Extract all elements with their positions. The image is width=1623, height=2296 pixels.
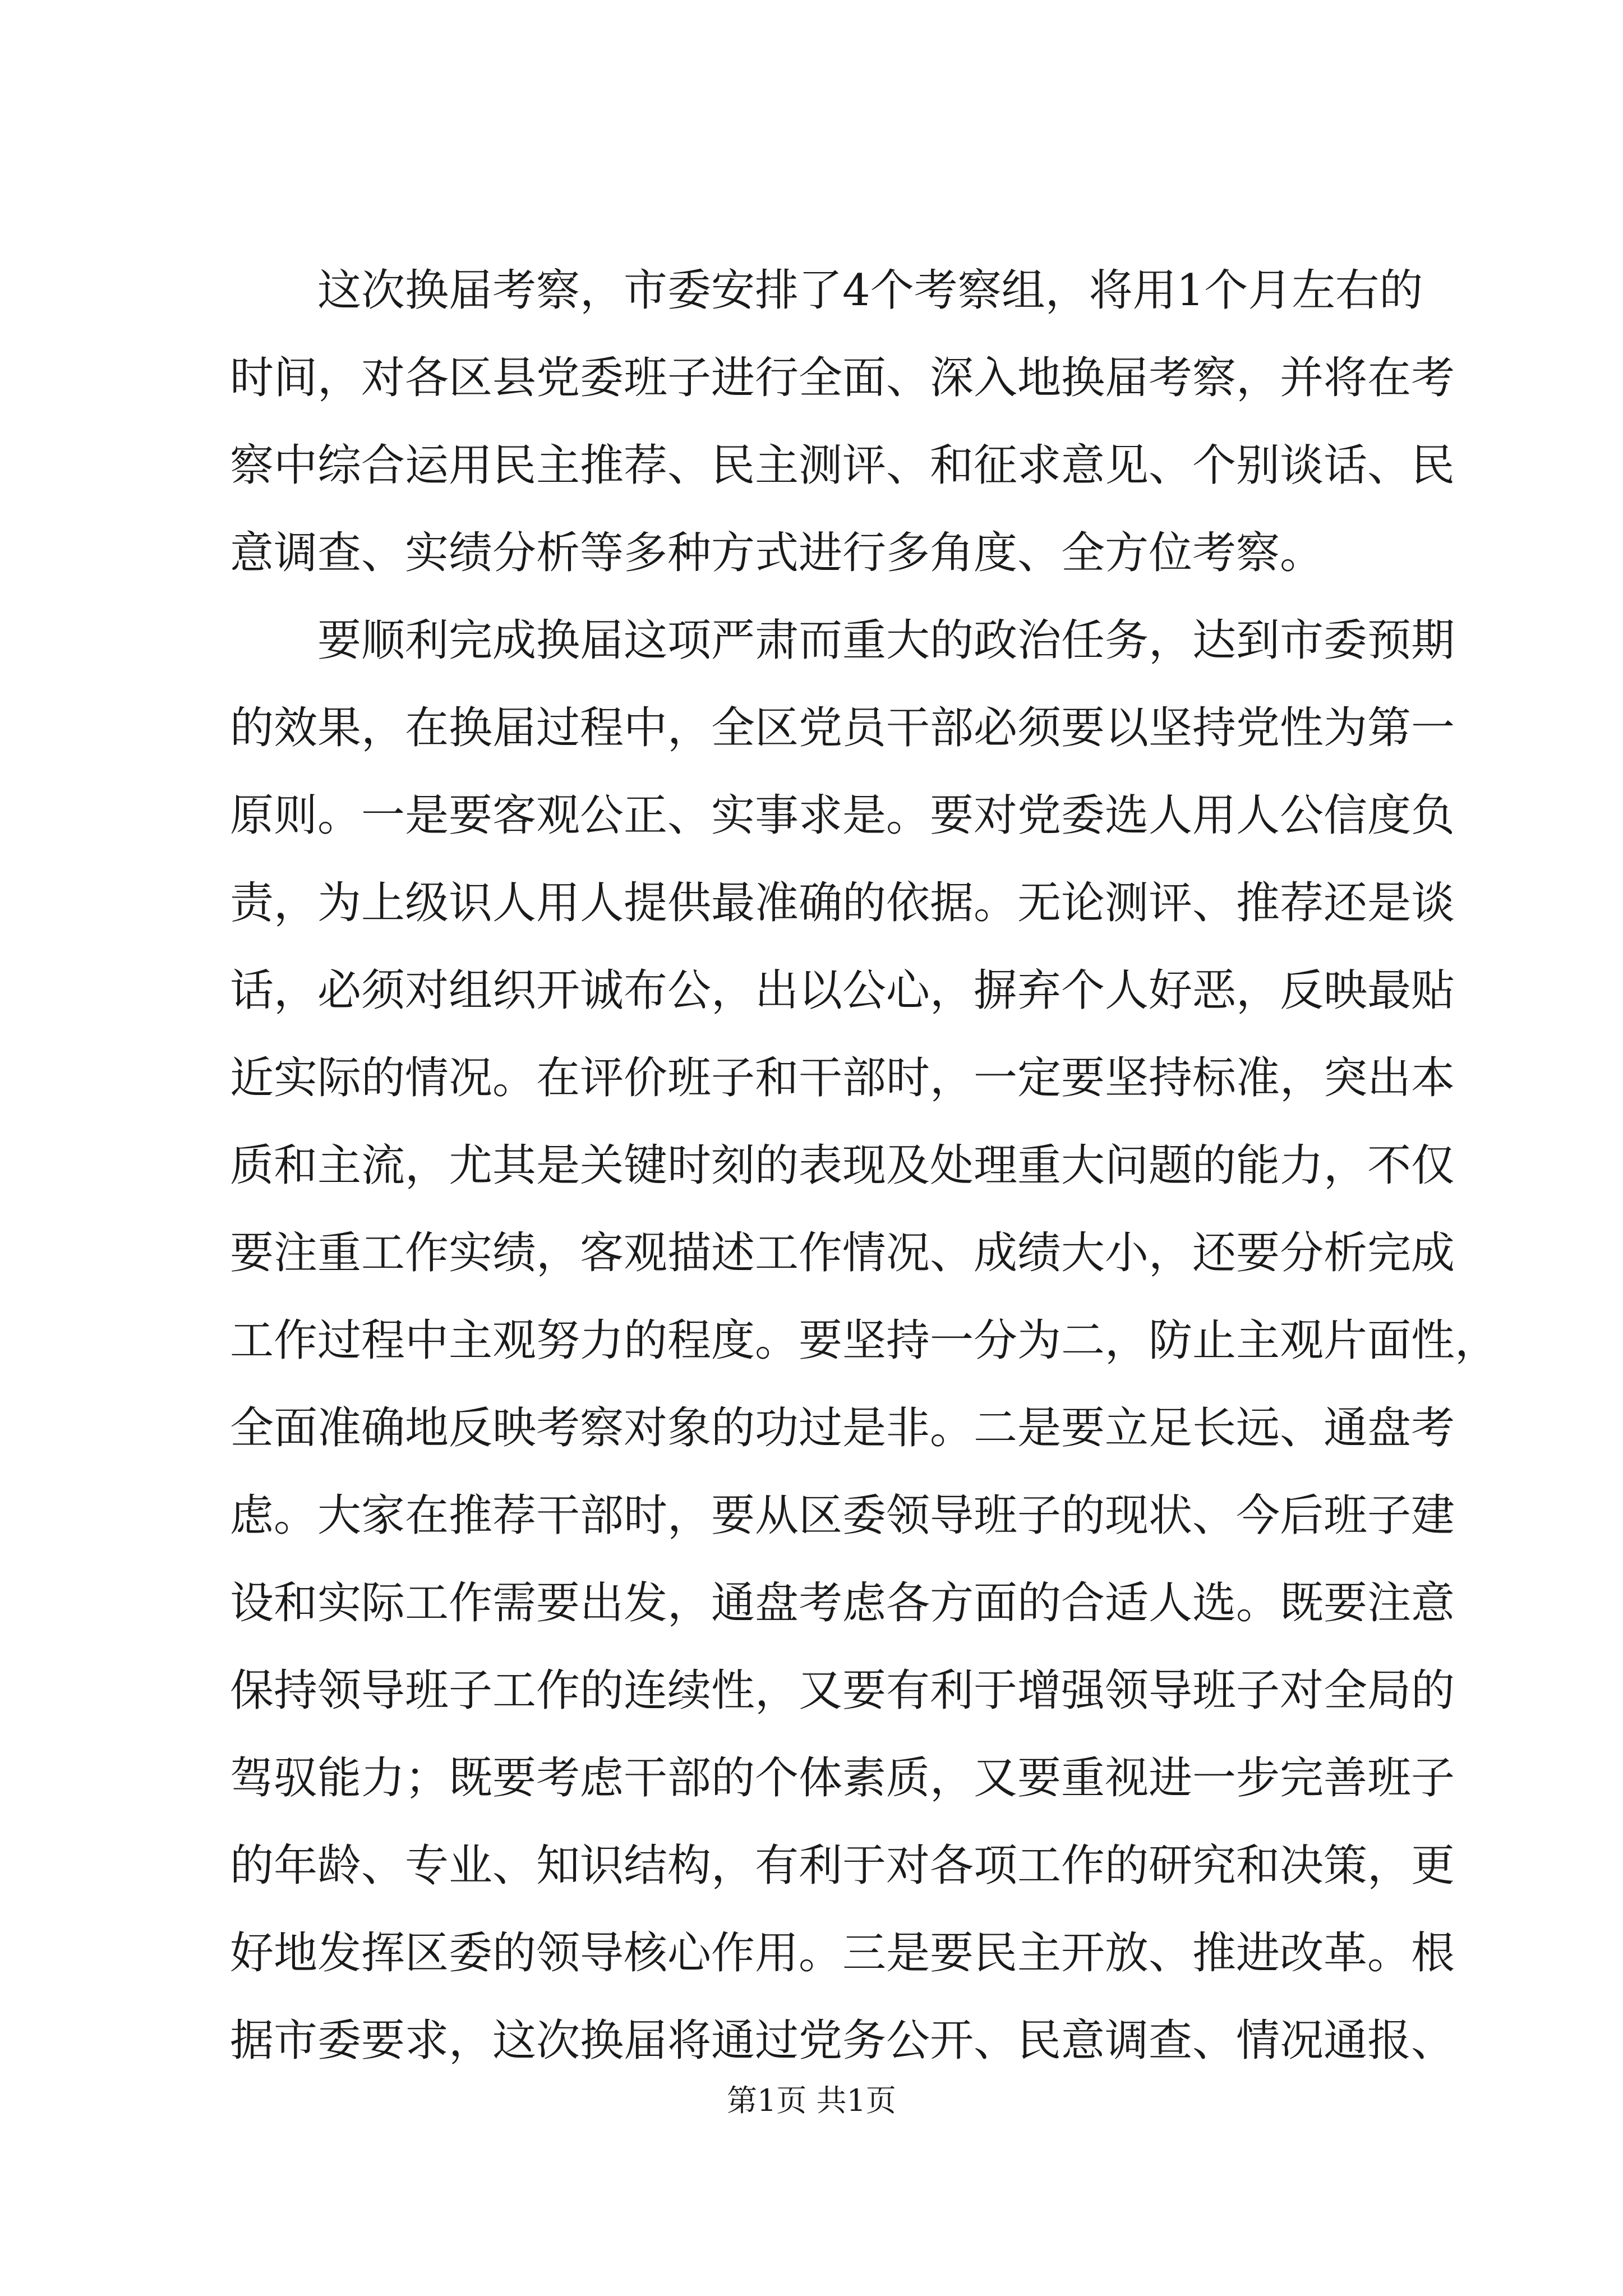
page-footer [0,2081,1623,2120]
text-line: 要顺利完成换届这项严肃而重大的政治任务，达到市委预期 [317,615,1455,666]
page-number-label: 第1页 共1页 [727,2083,896,2118]
paragraph-1 [230,247,1455,597]
text-line: 原则。一是要客观公正、实事求是。要对党委选人用人公信度负 [230,790,1455,841]
paragraph-2 [230,597,1499,2085]
text-line: 工作过程中主观努力的程度。要坚持一分为二，防止主观片面性， [230,1315,1499,1366]
text-line: 据市委要求，这次换届将通过党务公开、民意调查、情况通报、 [230,2016,1455,2066]
text-line: 察中综合运用民主推荐、民主测评、和征求意见、个别谈话、民 [230,440,1455,491]
text-line: 要注重工作实绩，客观描述工作情况、成绩大小，还要分析完成 [230,1228,1455,1278]
text-line: 近实际的情况。在评价班子和干部时，一定要坚持标准，突出本 [230,1053,1455,1103]
text-line: 好地发挥区委的领导核心作用。三是要民主开放、推进改革。根 [230,1928,1455,1978]
text-line: 虑。大家在推荐干部时，要从区委领导班子的现状、今后班子建 [230,1490,1455,1541]
text-line: 驾驭能力；既要考虑干部的个体素质，又要重视进一步完善班子 [230,1753,1455,1803]
text-line: 设和实际工作需要出发，通盘考虑各方面的合适人选。既要注意 [230,1578,1455,1628]
text-line: 保持领导班子工作的连续性，又要有利于增强领导班子对全局的 [230,1665,1455,1716]
document-body [230,247,1499,2085]
text-line: 的效果，在换届过程中，全区党员干部必须要以坚持党性为第一 [230,703,1455,753]
text-line: 时间，对各区县党委班子进行全面、深入地换届考察，并将在考 [230,353,1455,403]
text-line: 这次换届考察，市委安排了4个考察组，将用1个月左右的 [317,265,1423,316]
text-line: 质和主流，尤其是关键时刻的表现及处理重大问题的能力，不仅 [230,1140,1455,1191]
text-line: 责，为上级识人用人提供最准确的依据。无论测评、推荐还是谈 [230,878,1455,928]
text-line: 全面准确地反映考察对象的功过是非。二是要立足长远、通盘考 [230,1403,1455,1453]
text-line: 意调查、实绩分析等多种方式进行多角度、全方位考察。 [230,528,1324,578]
text-line: 话，必须对组织开诚布公，出以公心，摒弃个人好恶，反映最贴 [230,965,1455,1016]
text-line: 的年龄、专业、知识结构，有利于对各项工作的研究和决策，更 [230,1841,1455,1891]
